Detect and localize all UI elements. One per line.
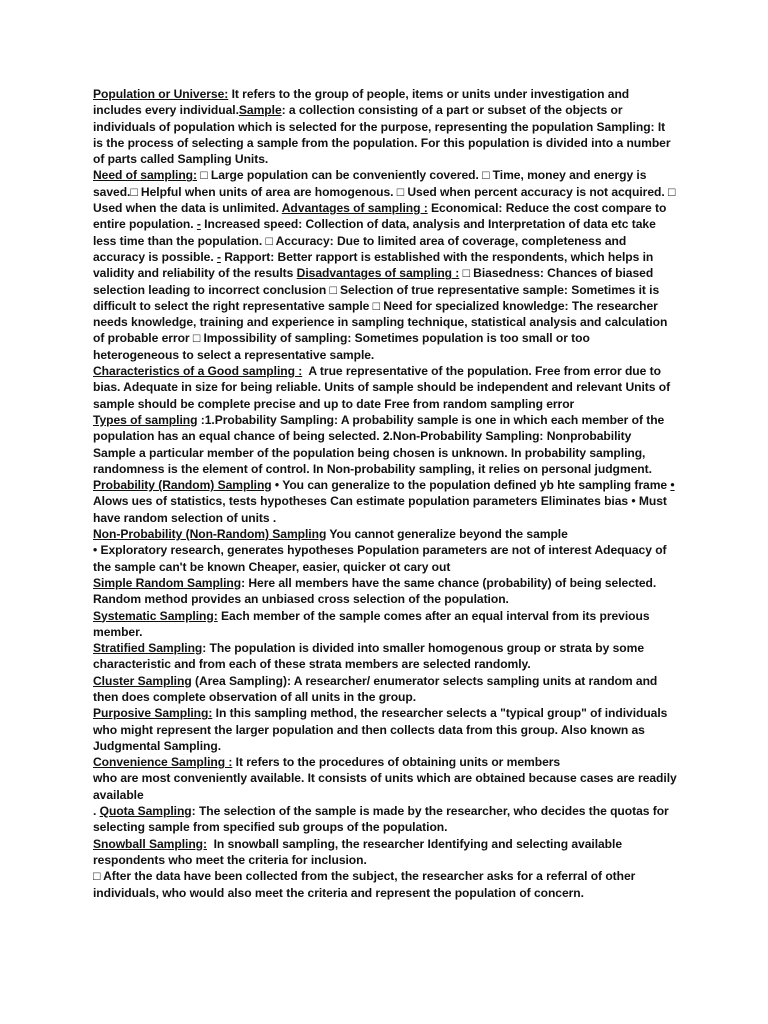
section-heading: Cluster Sampling <box>93 673 192 688</box>
section-heading: • <box>670 478 675 493</box>
body-text: • You can generalize to the population defined yb hte sampling frame <box>271 478 671 493</box>
body-text: : The selection of the sample is made by the researcher, who decides the quotas for selecting sample from specified sub groups of the population. <box>93 804 673 835</box>
body-text: □ Large population can be conveniently covered. □ Time, money and energy is saved.□ Helpful when units of area are homogenous. □ Used when percent accuracy is not acquired. □ Used when the data is unlimited. <box>93 168 679 216</box>
section-heading: Purposive Sampling: <box>93 706 213 721</box>
section-heading: Simple Random Sampling <box>93 575 242 590</box>
section-heading: Need of sampling: <box>93 168 197 183</box>
body-text: : The population is divided into smaller homogenous group or strata by some characteristic and from each of these strata members are selected randomly. <box>93 641 648 672</box>
body-text: It refers to the procedures of obtaining units or members <box>232 755 561 770</box>
body-text: □ After the data have been collected from the subject, the researcher asks for a referral of other individuals, who would also meet the criteria and represent the population of concern. <box>93 869 639 900</box>
section-heading: Population or Universe: <box>93 87 229 101</box>
body-text: A true representative of the population. Free from error due to bias. Adequate in size for being reliable. Units of sample should be independent and relevant Units of sample should be complete precise and up to date Free from random sampling error <box>93 364 674 411</box>
section-heading: Advantages of sampling : <box>281 201 428 216</box>
body-text: : a collection consisting of a part or subset of the objects or individuals of population which is selected for the purpose, representing the population Sampling: It is the process of selecting a sample from the population. For this population is divided into a number of parts called Sampling Units. <box>93 103 674 167</box>
body-text: In this sampling method, the researcher selects a "typical group" of individuals who might represent the larger population and then collects data from this group. Also known as Judgmental Sampling. <box>93 706 671 753</box>
body-text: Increased speed: Collection of data, analysis and Interpretation of data etc take less time than the population. □ Accuracy: Due to limited area of coverage, completeness and accuracy is possible. <box>93 217 660 264</box>
body-text: Alows ues of statistics, tests hypotheses Can estimate population parameters Eliminates bias • Must have random selection of units . <box>93 478 678 525</box>
body-text: • Exploratory research, generates hypotheses Population parameters are not of interest Adequacy of the sample can't be known Cheaper, easier, quicker ot cary out <box>93 543 670 574</box>
body-text: It refers to the group of people, items or units under investigation and includes every individual. <box>93 87 633 118</box>
body-text: Rapport: Better rapport is established with the respondents, which helps in validity and reliability of the results <box>93 249 657 281</box>
section-heading: Convenience Sampling : <box>93 755 233 770</box>
section-heading: Sample <box>238 103 282 118</box>
body-text: Economical: Reduce the cost compare to entire population. <box>93 201 670 232</box>
section-heading: Systematic Sampling: <box>93 608 218 623</box>
section-heading: Quota Sampling <box>99 804 192 819</box>
body-text: : Here all members have the same chance (probability) of being selected. Random method provides an unbiased cross selection of the population. <box>93 575 660 607</box>
section-heading: Stratified Sampling <box>93 641 203 656</box>
body-text: (Area Sampling): A researcher/ enumerator selects sampling units at random and then does complete observation of all units in the group. <box>93 673 661 704</box>
section-heading: Snowball Sampling: <box>93 836 207 851</box>
body-text: You cannot generalize beyond the sample <box>326 527 568 542</box>
body-text: :1.Probability Sampling: A probability sample is one in which each member of the population has an equal chance of being selected. 2.Non-Probability Sampling: Nonprobability Sample a particular member of the population being chosen is unknown. In probability sampling, randomness is the element of control. In Non-probability sampling, it relies on personal judgment. <box>93 412 668 476</box>
body-text: □ Biasedness: Chances of biased selection leading to incorrect conclusion □ Selection of true representative sample: Sometimes it is difficult to select the right representative sample □ Need for specialized knowledge: The researcher needs knowledge, training and experience in sampling technique, statistical analysis and calculation of probable error □ Impossibility of sampling: Sometimes population is too small or too heterogeneous to select a representative sample. <box>93 266 671 362</box>
body-text: Each member of the sample comes after an equal interval from its previous member. <box>93 608 653 639</box>
body-text: In snowball sampling, the researcher Identifying and selecting available respondents who meet the criteria for inclusion. <box>93 836 626 867</box>
section-heading: Disadvantages of sampling : <box>296 266 460 281</box>
section-heading: Non-Probability (Non-Random) Sampling <box>93 527 327 542</box>
document-body <box>93 86 680 901</box>
section-heading: - <box>216 249 221 264</box>
section-heading: Characteristics of a Good sampling : <box>93 364 303 379</box>
body-text: who are most conveniently available. It consists of units which are obtained because cases are readily available <box>93 771 680 802</box>
section-heading: - <box>196 217 201 232</box>
section-heading: Types of sampling <box>93 412 198 427</box>
section-heading: Probability (Random) Sampling <box>93 478 272 493</box>
body-text: . <box>93 804 100 819</box>
